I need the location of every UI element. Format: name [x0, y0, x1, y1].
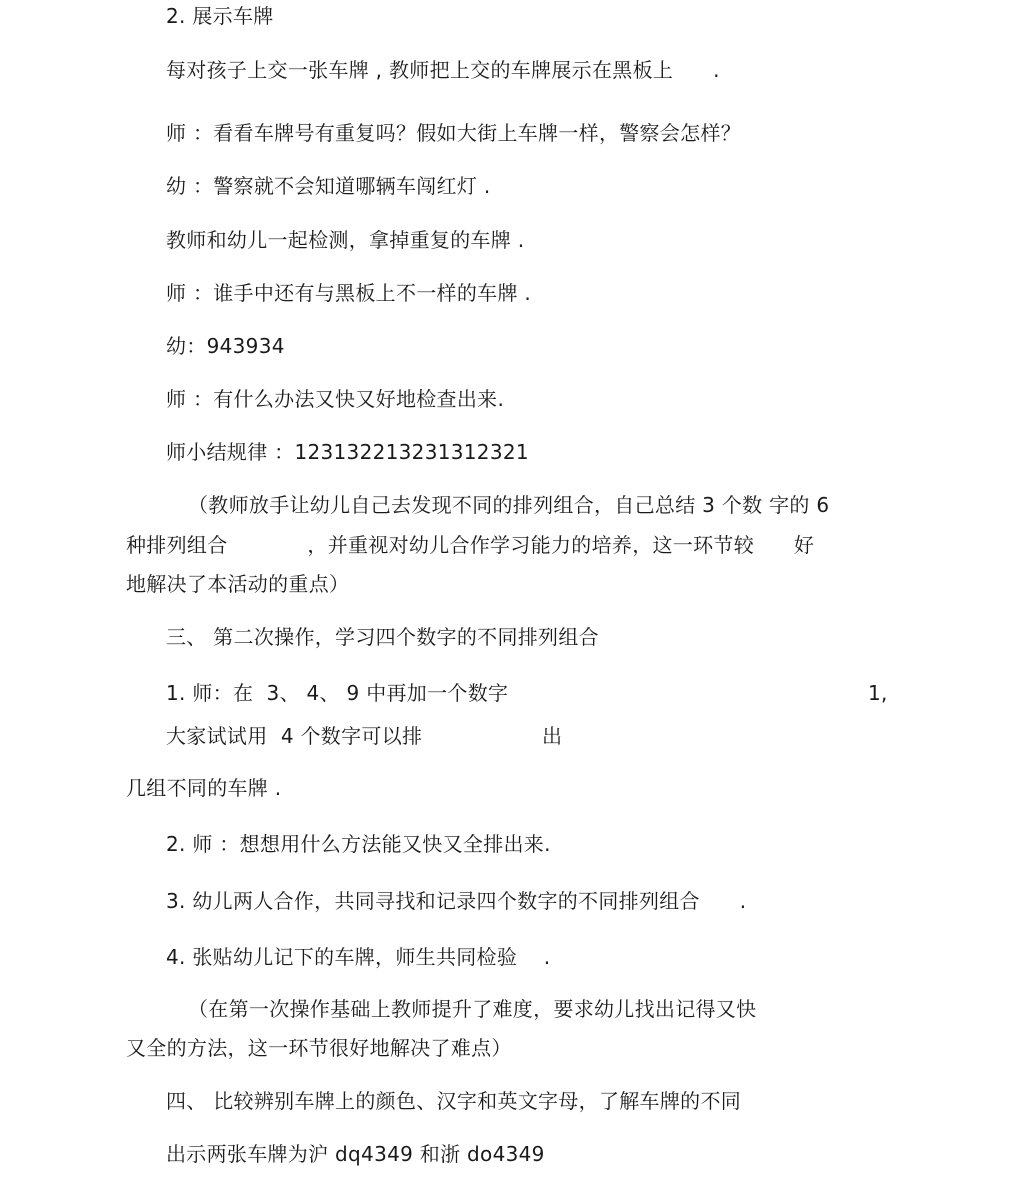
section-heading-second-operation: 三、 第二次操作，学习四个数字的不同排列组合: [166, 625, 599, 649]
section-heading-compare: 四、 比较辨别车牌上的颜色、汉字和英文字母，了解车牌的不同: [166, 1089, 742, 1113]
dialogue-line: 幼：943934: [166, 334, 285, 358]
step-line: 大家试试用 4 个数字可以排: [166, 724, 423, 748]
paragraph-line: 出示两张车牌为沪 dq4349 和浙 do4349: [166, 1142, 545, 1166]
dialogue-line: 师 ：看看车牌号有重复吗？假如大街上车牌一样，警察会怎样？: [166, 121, 742, 145]
note-line: 又全的方法，这一环节很好地解决了难点）: [126, 1036, 512, 1060]
step-line: 2. 师 ：想想用什么方法能又快又全排出来.: [166, 832, 551, 856]
note-line: 种排列组合 ，并重视对幼儿合作学习能力的培养，这一环节较 好: [126, 533, 815, 557]
dialogue-line: 幼 ：警察就不会知道哪辆车闯红灯 .: [166, 174, 491, 198]
section-heading-show-plates: 2. 展示车牌: [166, 4, 274, 28]
step-line-fragment: 1,: [868, 681, 888, 705]
paragraph-line: 每对孩子上交一张车牌 , 教师把上交的车牌展示在黑板上 .: [166, 58, 720, 82]
step-line: 几组不同的车牌 .: [126, 776, 282, 800]
paragraph-line: 教师和幼儿一起检测，拿掉重复的车牌 .: [166, 228, 525, 252]
step-line-fragment: 出: [542, 724, 563, 748]
step-line: 4. 张贴幼儿记下的车牌，师生共同检验 .: [166, 945, 551, 969]
step-line: 1. 师：在 3、 4、 9 中再加一个数字: [166, 681, 509, 705]
dialogue-line: 师 ：谁手中还有与黑板上不一样的车牌 .: [166, 281, 532, 305]
note-line: （教师放手让幼儿自己去发现不同的排列组合，自己总结 3 个数 字的 6: [188, 493, 830, 517]
dialogue-line: 师 ：有什么办法又快又好地检查出来.: [166, 387, 505, 411]
note-line: （在第一次操作基础上教师提升了难度，要求幼儿找出记得又快: [188, 997, 757, 1021]
summary-line: 师小结规律 ：123132213231312321: [166, 440, 529, 464]
step-line: 3. 幼儿两人合作，共同寻找和记录四个数字的不同排列组合 .: [166, 889, 747, 913]
note-line: 地解决了本活动的重点）: [126, 572, 350, 596]
